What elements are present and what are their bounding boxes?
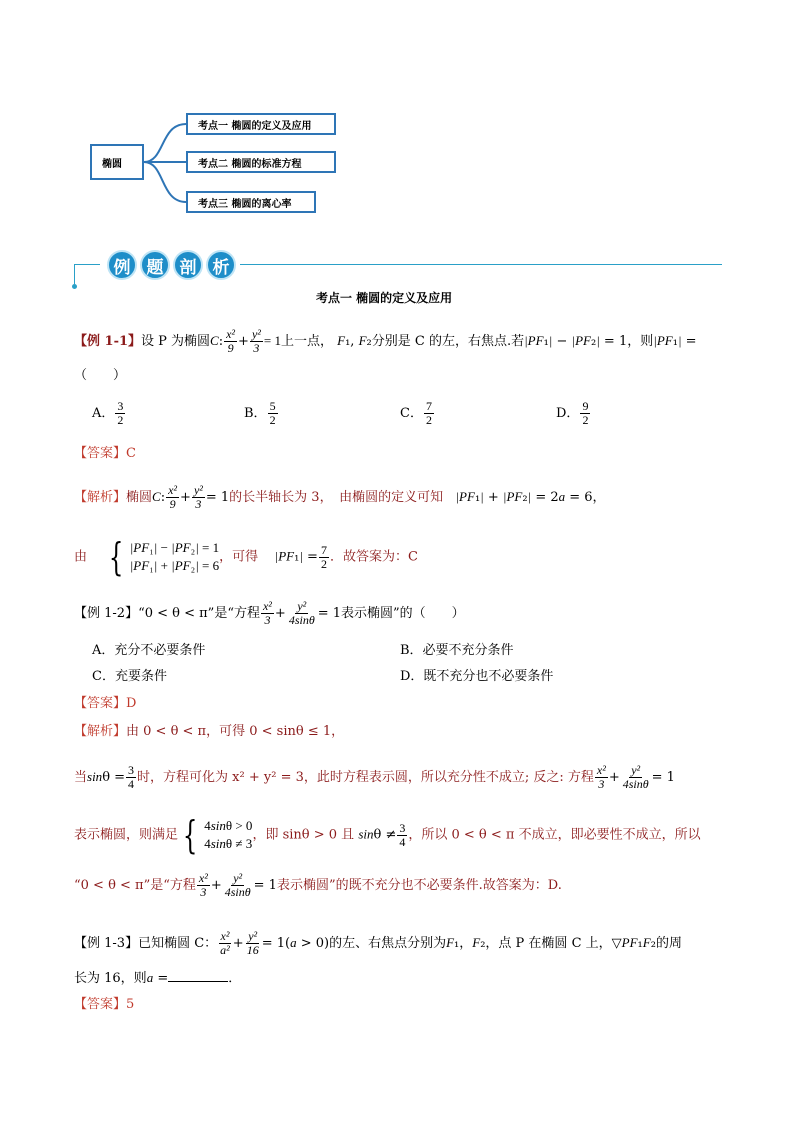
ex13-question-2: 长为 16，则a = ． [74, 970, 242, 986]
ex11-tag: 【例 1-1】 [74, 334, 142, 349]
ex11-option-b: B． $\frac{5}{2}$ [244, 399, 276, 427]
mindmap-branch-2: 考点二 椭圆的标准方程 [186, 151, 336, 173]
ex12-analysis-1: 【解析】由 0 < θ < π，可得 0 < sinθ ≤ 1， [74, 724, 345, 739]
ex13-answer: 【答案】5 [74, 997, 135, 1012]
ex11-q2: 上一点， [280, 334, 333, 349]
ex11-q1: 设 P 为椭圆 [141, 334, 211, 349]
answer-blank[interactable] [168, 969, 228, 982]
ex11-option-d: D． $\frac{9}{2}$ [556, 399, 589, 427]
mindmap-connectors [0, 0, 794, 240]
ex11-analysis-2: 由 { |PF₁| − |PF₂| = 1 |PF₁| + |PF₂| = 6 ，可得 |PF₁| = $\frac{7}{2}$ ．故答案为：C [74, 535, 418, 579]
banner-char-1: 例 [107, 250, 137, 280]
ex12-tag: 【例 1-2】 [74, 606, 139, 621]
ex12-question: 【例 1-2】“0 < θ < π”是“方程 $\frac{\text{x²}}{3}$ + $\frac{\text{y²}}{4\sin\theta}$ = 1表示椭圆”的（ ） [74, 599, 465, 627]
ex12-option-d: D．既不充分也不必要条件 [400, 669, 554, 684]
banner-char-2: 题 [140, 250, 170, 280]
ex11-paren: （ ） [74, 368, 127, 383]
ex12-answer: 【答案】D [74, 696, 137, 711]
banner-char-3: 剖 [173, 250, 203, 280]
ex12-option-c: C．充要条件 [92, 669, 167, 684]
mindmap-branch-1: 考点一 椭圆的定义及应用 [186, 113, 336, 135]
ex13-tag: 【例 1-3】 [74, 936, 139, 951]
ex11-q4: ，则 [627, 334, 654, 349]
ex12-analysis-4: “0 < θ < π”是“方程 $\frac{\text{x²}}{3}$ + $\frac{\text{y²}}{4\sin\theta}$ = 1表示椭圆”的既不充分也不必要条件.故答案为：D. [74, 871, 562, 899]
banner-char-4: 析 [206, 250, 236, 280]
ex12-option-b: B．必要不充分条件 [400, 643, 514, 658]
ex12-analysis-3: 表示椭圆，则满足 { 4sinθ > 0 4sinθ ≠ 3 ，即 sinθ > 0 且 sinθ ≠ $\frac{3}{4}$ ，所以 0 < θ < π 不成立，即必要性不成立，所以 [74, 813, 701, 857]
ex11-question: 【例 1-1】设 P 为椭圆C: $\frac{\text{x²}}{9}$ + $\frac{\text{y²}}{3}$ = 1上一点， F₁, F₂分别是 C 的左，右焦点.若|PF₁| − |PF₂| = 1，则|PF₁| = [74, 327, 697, 355]
ex11-analysis-1: 【解析】椭圆C: $\frac{\text{x²}}{9}$ + $\frac{\text{y²}}{3}$ = 1的长半轴长为 3， 由椭圆的定义可知 |PF₁| + |PF₂| = 2a = 6， [74, 483, 606, 511]
ex11-q3: 分别是 C 的左，右焦点.若 [371, 334, 525, 349]
section-title: 考点一 椭圆的定义及应用 [316, 291, 453, 305]
ex11-option-a: A． $\frac{3}{2}$ [92, 399, 124, 427]
banner-left-tick [74, 264, 75, 284]
ex12-option-a: A．充分不必要条件 [92, 643, 206, 658]
banner-dot [72, 284, 77, 289]
ex11-answer: 【答案】C [74, 446, 136, 461]
ex12-analysis-2: 当sinθ = $\frac{3}{4}$ 时，方程可化为 x² + y² = 3，此时方程表示圆，所以充分性不成立; 反之: 方程 $\frac{\text{x²}}{3}$ + $\frac{\text{y²}}{4\sin\theta}$ = 1 [74, 763, 675, 791]
mindmap-branch-3: 考点三 椭圆的离心率 [186, 191, 316, 213]
ex11-option-c: C． $\frac{7}{2}$ [400, 399, 432, 427]
ex13-question: 【例 1-3】已知椭圆 C： $\frac{\text{x²}}{\text{a²}}$ + $\frac{\text{y²}}{16}$ = 1(a > 0)的左、右焦点分别为F₁，F₂，点 P 在椭圆 C 上，▽PF₁F₂的周 [74, 929, 682, 957]
mindmap-root: 椭圆 [90, 144, 144, 180]
